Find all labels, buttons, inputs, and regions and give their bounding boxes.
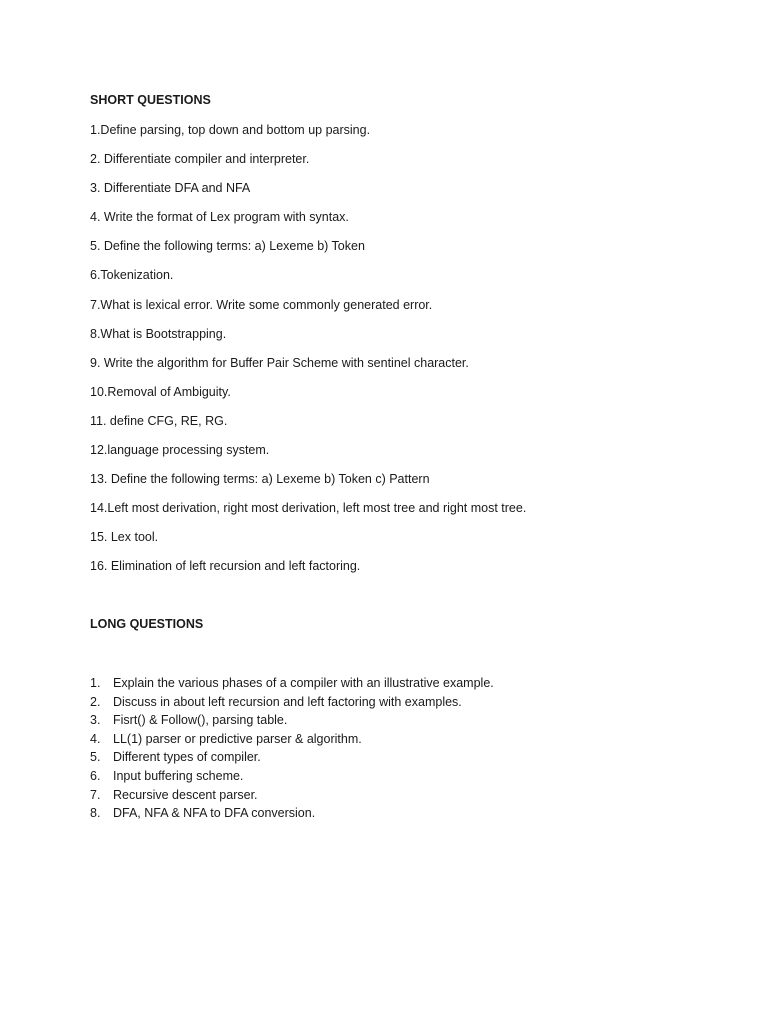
short-question-item: 15. Lex tool. xyxy=(90,530,159,545)
item-text: Fisrt() & Follow(), parsing table. xyxy=(113,713,288,728)
short-question-item: 5. Define the following terms: a) Lexeme b) Token xyxy=(90,239,365,254)
short-question-item: 12.language processing system. xyxy=(90,443,270,458)
item-number: 3. xyxy=(90,713,101,728)
short-question-item: 16. Elimination of left recursion and left factoring. xyxy=(90,559,361,574)
item-number: 1. xyxy=(90,676,101,690)
long-question-item xyxy=(90,749,494,768)
item-text: DFA, NFA & NFA to DFA conversion. xyxy=(113,806,316,821)
item-text: Different types of compiler. xyxy=(113,750,261,765)
item-text: Explain the various phases of a compiler with an illustrative example. xyxy=(113,676,494,690)
short-question-item: 8.What is Bootstrapping. xyxy=(90,326,227,341)
short-question-item: 14.Left most derivation, right most derivation, left most tree and right most tree. xyxy=(90,501,527,516)
long-question-item xyxy=(90,712,494,731)
item-number: 5. xyxy=(90,750,101,765)
item-number: 4. xyxy=(90,731,101,746)
item-number: 7. xyxy=(90,787,101,802)
short-question-item: 6.Tokenization. xyxy=(90,268,174,283)
short-question-item: 3. Differentiate DFA and NFA xyxy=(90,181,251,196)
long-question-item xyxy=(90,805,494,824)
long-question-item xyxy=(90,768,494,787)
item-number: 2. xyxy=(90,694,101,709)
short-question-item: 9. Write the algorithm for Buffer Pair Scheme with sentinel character. xyxy=(90,355,469,370)
item-text: Input buffering scheme. xyxy=(113,768,244,783)
item-text: Discuss in about left recursion and left factoring with examples. xyxy=(113,694,462,709)
long-question-item xyxy=(90,731,494,750)
short-question-item: 2. Differentiate compiler and interpreter. xyxy=(90,152,310,167)
short-question-item: 13. Define the following terms: a) Lexeme b) Token c) Pattern xyxy=(90,472,430,487)
long-question-item xyxy=(90,787,494,806)
short-question-item: 10.Removal of Ambiguity. xyxy=(90,384,231,399)
short-question-item: 7.What is lexical error. Write some commonly generated error. xyxy=(90,297,433,312)
long-questions-heading: LONG QUESTIONS xyxy=(90,617,204,631)
long-questions-list xyxy=(90,675,494,824)
short-question-item: 11. define CFG, RE, RG. xyxy=(90,413,228,428)
short-questions-list xyxy=(90,122,526,588)
long-question-item xyxy=(90,694,494,713)
item-text: Recursive descent parser. xyxy=(113,787,258,802)
item-number: 8. xyxy=(90,806,101,821)
short-question-item: 1.Define parsing, top down and bottom up parsing. xyxy=(90,123,371,137)
long-question-item xyxy=(90,675,494,694)
item-number: 6. xyxy=(90,768,101,783)
short-questions-heading: SHORT QUESTIONS xyxy=(90,93,211,107)
item-text: LL(1) parser or predictive parser & algorithm. xyxy=(113,731,362,746)
short-question-item: 4. Write the format of Lex program with syntax. xyxy=(90,210,349,225)
